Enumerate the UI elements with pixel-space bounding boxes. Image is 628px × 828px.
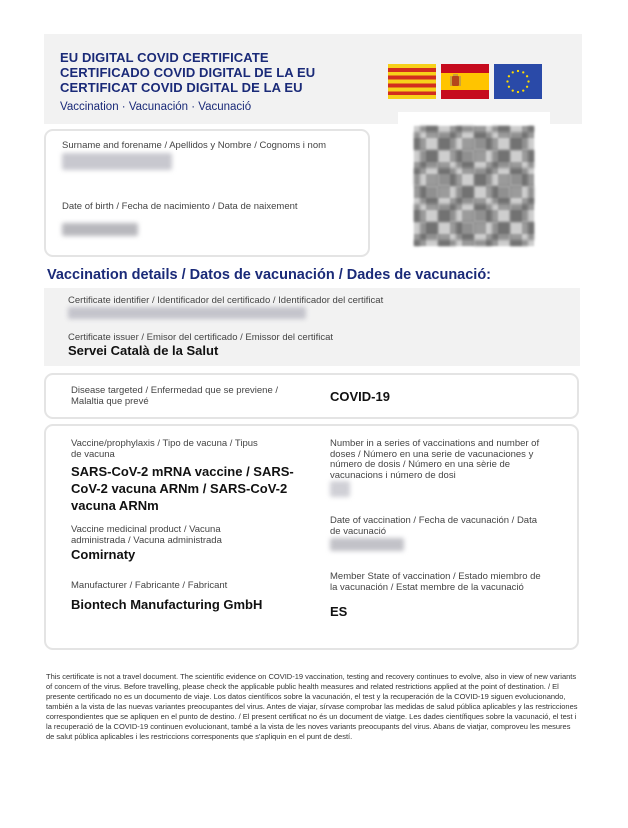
eu-star-icon [517,70,519,72]
eu-star-icon [506,80,508,82]
eu-star-icon [527,80,529,82]
dob-label: Date of birth / Fecha de nacimiento / Data de naixement [62,201,298,212]
vaccination-details-title: Vaccination details / Datos de vacunación / Dades de vacunació: [47,267,492,283]
eu-flag-icon [494,64,542,99]
catalonia-flag-icon [388,64,436,99]
vaccine-product-value: Comirnaty [71,547,136,562]
member-state-value: ES [330,604,348,619]
eu-star-icon [522,89,524,91]
eu-star-icon [522,71,524,73]
member-state-label: Member State of vaccination / Estado miembro de la vacunación / Estat membre de la vacunació [330,571,541,593]
eu-star-icon [512,89,514,91]
vaccination-date-label: Date of vaccination / Fecha de vacunación / Data de vacunació [330,515,538,537]
manufacturer-value: Biontech Manufacturing GmbH [71,597,263,612]
manufacturer-label: Manufacturer / Fabricante / Fabricant [71,580,228,591]
vaccine-type-value: SARS-CoV-2 mRNA vaccine / SARS-CoV-2 vacuna ARNm / SARS-CoV-2 vacuna ARNm [71,464,294,513]
dob-value-redacted [62,223,138,236]
dose-number-redacted [330,481,350,497]
qr-code [398,112,550,248]
vaccine-product-label: Vaccine medicinal product / Vacuna administrada / Vacuna administrada [71,524,222,546]
certificate-issuer-label: Certificate issuer / Emisor del certificado / Emissor del certificat [68,332,334,343]
dose-number-label: Number in a series of vaccinations and number of doses / Número en una serie de vacunaciones y número de dosis / Número en una sèrie de vacunacions i número de dosi [330,438,540,481]
vaccine-details-box [44,424,579,650]
eu-star-icon [512,71,514,73]
name-label: Surname and forename / Apellidos y Nombre / Cognoms i nom [62,140,327,151]
travel-disclaimer-text: This certificate is not a travel document. The scientific evidence on COVID-19 vaccination, testing and recovery continues to evolve, also in view of new variants of concern of the virus. Before travelling, please check the applicable public health measures and related restrictions applied at the point of destination. / El presente certificado no es un documento de viaje. Los datos científicos sobre la vacunación, el test y la recuperación de la COVID-19 siguen evolucionando, también a la vista de las nuevas variantes preocupantes del virus. Antes de viajar, sírvase comprobar las medidas de salud pública aplicables y las restricciones correspondientes que se apliquen en el punto de destino. / El present certificat no és un document de viatge. Les dades científiques sobre la vacunació, el test i la recuperació de la COVID-19 continuen evolucionant, també a la vista de les noves variants preocupants del virus. Abans de viatjar, comproveu les mesures de salut pública aplicables i les restriccions corresponents que s'apliquin en el punt de destí. [46,672,578,741]
qr-code-overlay [414,126,534,246]
personal-data-box [44,129,370,257]
eu-star-icon [517,91,519,93]
certificate-identifier-label: Certificate identifier / Identificador del certificado / Identificador del certificat [68,295,384,306]
disease-box [44,373,579,419]
eu-star-icon [508,75,510,77]
vaccination-date-redacted [330,538,404,551]
disease-label: Disease targeted / Enfermedad que se previene / Malaltia que prevé [71,385,279,407]
title-line-es: CERTIFICADO COVID DIGITAL DE LA EU [60,65,316,80]
vaccine-type-label: Vaccine/prophylaxis / Tipo de vacuna / Tipus de vacuna [71,438,258,460]
certificate-header [44,34,582,124]
disease-value: COVID-19 [330,389,390,404]
title-line-en: EU DIGITAL COVID CERTIFICATE [60,50,269,65]
eu-star-icon [526,86,528,88]
eu-star-icon [526,75,528,77]
eu-star-icon [508,86,510,88]
name-value-redacted [62,153,172,170]
certificate-info-panel [44,288,580,366]
spain-flag-icon [441,64,489,99]
certificate-issuer-value: Servei Català de la Salut [68,343,219,358]
certificate-subtitle: Vaccination · Vacunación · Vacunació [60,101,252,113]
title-line-ca: CERTIFICAT COVID DIGITAL DE LA EU [60,80,303,95]
certificate-identifier-redacted [68,307,306,319]
